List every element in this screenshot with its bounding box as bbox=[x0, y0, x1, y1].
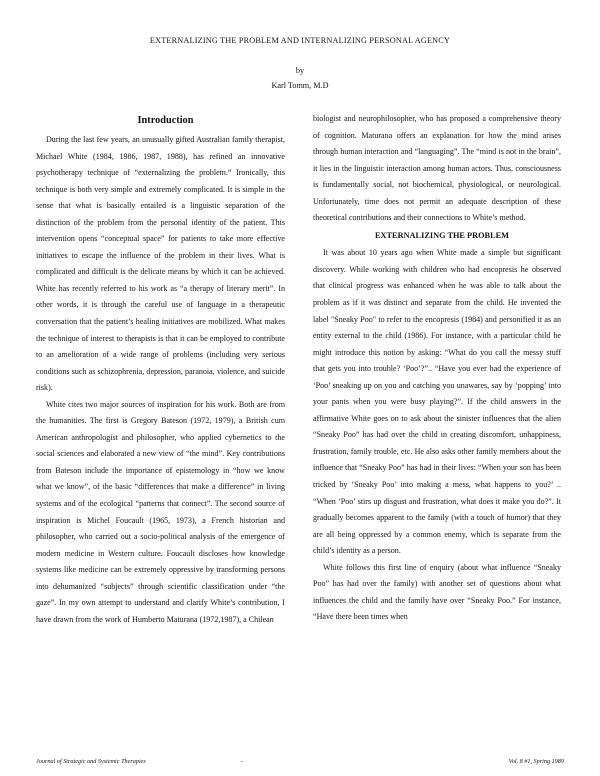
author-name: Karl Tomm, M.D bbox=[271, 81, 329, 90]
paragraph: White cites two major sources of inspiration for his work. Both are from the humanities. The first is Gregory Bateson (1972, 1979), a British cum American anthropologist and philosopher, who applied cybernetics to the social sciences and elaborated a new view of “the mind”. Key contributions from Bateson include the importance of epistemology in “how we know what we know”, of the basic “differences that make a difference” in living systems and of the ecological “patterns that connect”. The second source of inspiration is Michel Foucault (1965, 1973), a French historian and philosopher, who carried out a socio-political analysis of the emergence of modern medicine in Western culture. Foucault discloses how knowledge systems like medicine can be extremely oppressive by transforming persons into dehumanized “subjects” through scientific classification under “the gaze”. In my own attempt to understand and clarify White’s contribution, I have drawn from the work of Humberto Maturana (1972,1987), a Chilean bbox=[36, 399, 285, 624]
paragraph-continuation: biologist and neurophilosopher, who has proposed a comprehensive theory of cognition. Maturana offers an explanation for how the mind arises through human interaction and “languaging”. The “mind is not in the brain”, it lies in the linguistic interaction among human actors. Thus, consciousness is fundamentally social, not biochemical, physiological, or neurological. Unfortunately, time does not permit an adequate description of these theoretical contributions and their connections to White’s method. bbox=[313, 114, 561, 223]
footer-volume: Vol. 8 #1, Spring 1989 bbox=[508, 758, 564, 765]
left-column bbox=[36, 109, 285, 628]
paragraph: During the last few years, an unusually gifted Australian family therapist, Michael White (1984, 1986, 1987, 1988), has refined an innovative psychotherapy technique of “externalizing the problem.” Ironically, this technique is both very simple and extremely complicated. It is simple in the sense that what is basically entailed is a linguistic separation of the distinction of the problem from the personal identity of the patient. This intervention opens “conceptual space” for patients to take more effective initiatives to escape the influence of the problem in their lives. What is complicated and difficult is the delicate means by which it can be achieved. White has recently referred to his work as “a therapy of literary merit”. In other words, it is through the careful use of language in a therapeutic conversation that the patient’s healing initiatives are mobilized. What makes the technique of interest to therapists is that it can be employed to contribute to an amelioration of a wide range of problems (including very serious conditions such as schizophrenia, depression, paranoia, violence, and suicide risk). bbox=[36, 135, 285, 393]
right-column bbox=[313, 111, 561, 626]
footer-page-mark: - bbox=[241, 758, 244, 765]
section-heading-externalizing: EXTERNALIZING THE PROBLEM bbox=[374, 230, 509, 240]
paragraph: White follows this first line of enquiry (about what influence “Sneaky Poo” has had over the family) with another set of questions about what influences the child and the family have over “Sneaky Poo.” For instance, “Have there been times when bbox=[313, 562, 561, 622]
footer-journal: Journal of Strategic and Systemic Therapies bbox=[36, 758, 146, 765]
paragraph: It was about 10 years ago when White made a simple but significant discovery. While working with children who had encopresis he observed that clinical progress was enhanced when he was able to talk about the problem as if it was distinct and separate from the child. He invented the label "Sneaky Poo" to refer to the encopresis (1984) and personified it as an entity external to the child (1986). For instance, with a particular child he might introduce this notion by asking: “What do you call the messy stuff that gets you into trouble? ‘Poo’?”.. “Have you ever had the experience of ‘Poo’ sneaking up on you and catching you unawares, say by ‘popping’ into your pants when you were busy playing?”. If the child answers in the affirmative White goes on to ask about the sinister influences that the alien “Sneaky Poo” has had over the child in creating discomfort, unhappiness, frustration, family trouble, etc. He also asks other family members about the influence that “Sneaky Poo” has had in their lives: “When your son has been tricked by ‘Sneaky Poo’ into making a mess, what happens to you?’ .. “When ‘Poo’ stirs up disgust and frustration, what does it make you do?”. It gradually becomes apparent to the family (with a touch of humor) that they are all being oppressed by a common enemy, which is separate from the child’s identity as a person. bbox=[313, 248, 561, 556]
byline-by: by bbox=[295, 66, 305, 75]
section-heading-introduction: Introduction bbox=[137, 115, 194, 126]
article-title: EXTERNALIZING THE PROBLEM AND INTERNALIZING PERSONAL AGENCY bbox=[149, 36, 451, 45]
